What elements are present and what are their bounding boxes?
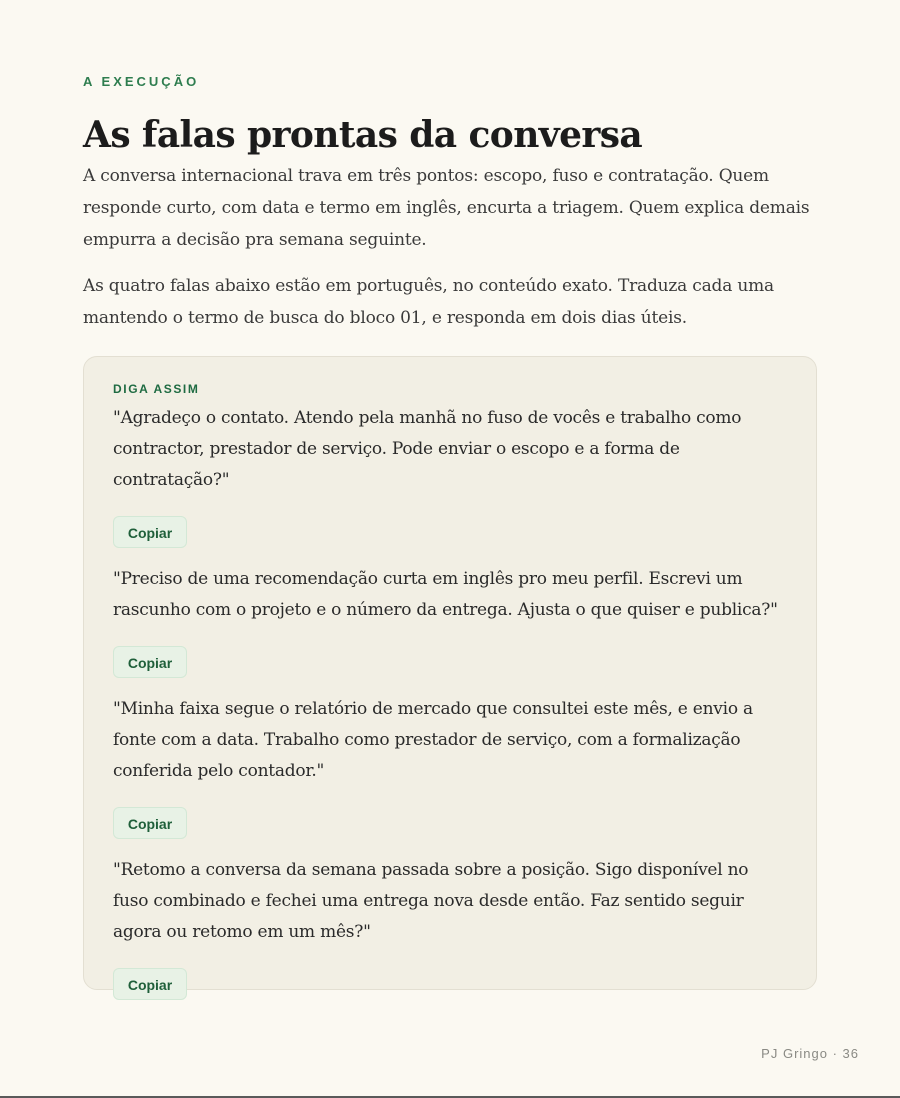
callout-label: DIGA ASSIM	[113, 382, 200, 396]
script-quote-1: "Agradeço o contato. Atendo pela manhã no fuso de vocês e trabalho como contractor, prestador de serviço. Pode enviar o escopo e a forma de contratação?"	[113, 408, 742, 490]
page-title: As falas prontas da conversa	[83, 114, 643, 156]
script-quote-2: "Preciso de uma recomendação curta em inglês pro meu perfil. Escrevi um rascunho com o projeto e o número da entrega. Ajusta o que quiser e publica?"	[113, 569, 778, 620]
script-callout	[83, 356, 817, 993]
instructions-paragraph: As quatro falas abaixo estão em português, no conteúdo exato. Traduza cada uma mantendo o termo de busca do bloco 01, e responda em dois dias úteis.	[83, 276, 774, 328]
copy-button-1[interactable]: Copiar	[113, 516, 187, 548]
section-eyebrow: A EXECUÇÃO	[83, 74, 200, 89]
script-quote-3: "Minha faixa segue o relatório de mercado que consultei este mês, e envio a fonte com a data. Trabalho como prestador de serviço, com a formalização conferida pelo contador."	[113, 699, 753, 781]
page-footer: PJ Gringo · 36	[761, 1046, 859, 1061]
page-content	[83, 72, 817, 993]
copy-button-2[interactable]: Copiar	[113, 646, 187, 678]
script-quote-4: "Retomo a conversa da semana passada sobre a posição. Sigo disponível no fuso combinado e fechei uma entrega nova desde então. Faz sentido seguir agora ou retomo em um mês?"	[113, 860, 749, 942]
copy-button-4[interactable]: Copiar	[113, 968, 187, 1000]
intro-paragraph: A conversa internacional trava em três pontos: escopo, fuso e contratação. Quem responde curto, com data e termo em inglês, encurta a triagem. Quem explica demais empurra a decisão pra semana seguinte.	[83, 166, 810, 250]
copy-button-3[interactable]: Copiar	[113, 807, 187, 839]
